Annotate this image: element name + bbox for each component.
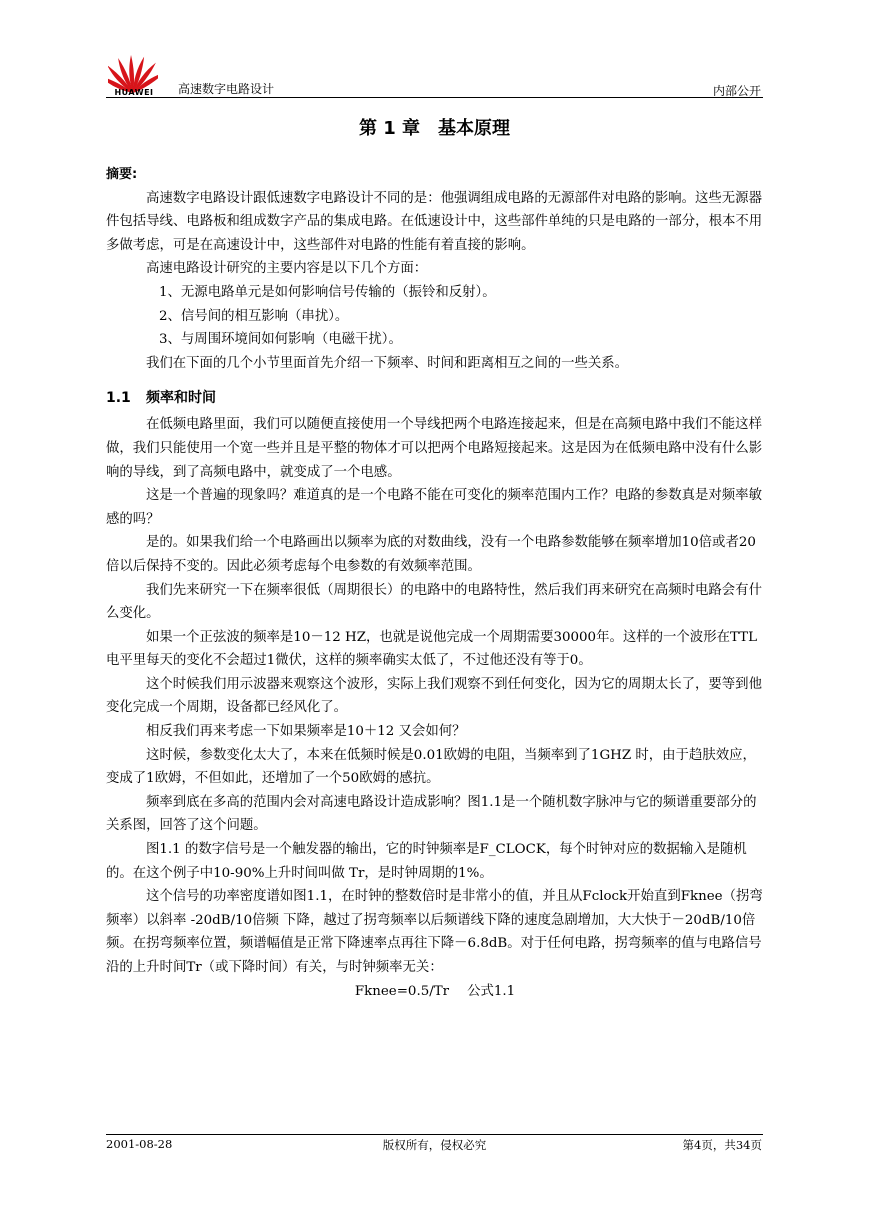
body-paragraph: 频率到底在多高的范围内会对高速电路设计造成影响？图1.1是一个随机数字脉冲与它的频谱重要部分的关系图，回答了这个问题。: [106, 794, 757, 834]
body-paragraph: 这个信号的功率密度谱如图1.1，在时钟的整数倍时是非常小的值，并且从Fclock开始直到Fknee（拐弯频率）以斜率 -20dB/10倍频 下降，越过了拐弯频率以后频谱线下降的速度急剧增加，大大快于－20dB/10倍频。在拐弯频率位置，频谱幅值是正常下降速率点再往下降－6.8dB。对于任何电路，拐弯频率的值与电路信号沿的上升时间Tr（或下降时间）有关，与时钟频率无关：: [106, 889, 763, 975]
abstract-label: 摘要:: [106, 167, 138, 182]
section-number: 1.1: [106, 390, 131, 407]
logo-wordmark: HUAWEI: [114, 88, 154, 97]
footer-page-number: 第4页，共34页: [682, 1138, 762, 1152]
section-title: 频率和时间: [146, 390, 216, 407]
section-heading: [106, 385, 764, 411]
formula-label: 公式1.1: [467, 983, 516, 999]
body-paragraph: 如果一个正弦波的频率是10－12 HZ，也就是说他完成一个周期需要30000年。这样的一个波形在TTL电平里每天的变化不会超过1微伏，这样的频率确实太低了，不过他还没有等于0。: [106, 629, 757, 669]
body-paragraph: 图1.1 的数字信号是一个触发器的输出，它的时钟频率是F_CLOCK，每个时钟对应的数据输入是随机的。在这个例子中10-90%上升时间叫做 Tr，是时钟周期的1%。: [106, 842, 747, 881]
list-item: 3、与周围环境间如何影响（电磁干扰）。: [159, 332, 402, 348]
page-content: [106, 163, 764, 1003]
body-paragraph: 这时候，参数变化太大了，本来在低频时候是0.01欧姆的电阻，当频率到了1GHZ 时，由于趋肤效应，变成了1欧姆，不但如此，还增加了一个50欧姆的感抗。: [106, 747, 756, 787]
body-paragraph: 在低频电路里面，我们可以随便直接使用一个导线把两个电路连接起来，但是在高频电路中我们不能这样做，我们只能使用一个宽一些并且是平整的物体才可以把两个电路短接起来。这是因为在低频电路中没有什么影响的导线，到了高频电路中，就变成了一个电感。: [106, 417, 763, 480]
list-item: 2、信号间的相互影响（串扰）。: [159, 308, 349, 324]
abstract-paragraph: 我们在下面的几个小节里面首先介绍一下频率、时间和距离相互之间的一些关系。: [146, 355, 629, 371]
formula-line: [106, 980, 764, 1004]
footer-copyright: 版权所有，侵权必究: [382, 1138, 487, 1152]
abstract-paragraph: 高速电路设计研究的主要内容是以下几个方面：: [146, 261, 428, 277]
header-doc-title: 高速数字电路设计: [178, 82, 275, 96]
body-paragraph: 我们先来研究一下在频率很低（周期很长）的电路中的电路特性，然后我们再来研究在高频时电路会有什么变化。: [106, 582, 762, 622]
chapter-title: 第 1 章 基本原理: [358, 118, 511, 139]
header-rule: [106, 97, 763, 98]
header-classification: 内部公开: [712, 84, 761, 98]
formula: Fknee=0.5/Tr: [354, 983, 450, 999]
body-paragraph: 这个时候我们用示波器来观察这个波形，实际上我们观察不到任何变化，因为它的周期太长了，要等到他变化完成一个周期，设备都已经风化了。: [106, 676, 762, 716]
list-item: 1、无源电路单元是如何影响信号传输的（振铃和反射）。: [159, 284, 496, 300]
body-paragraph: 这是一个普遍的现象吗？难道真的是一个电路不能在可变化的频率范围内工作？电路的参数真是对频率敏感的吗？: [106, 488, 762, 527]
abstract-paragraph: 高速数字电路设计跟低速数字电路设计不同的是：他强调组成电路的无源部件对电路的影响。这些无源器件包括导线、电路板和组成数字产品的集成电路。在低速设计中，这些部件单纯的只是电路的一部分，根本不用多做考虑，可是在高速设计中，这些部件对电路的性能有着直接的影响。: [106, 190, 763, 253]
footer-date: 2001-08-28: [106, 1137, 173, 1151]
footer-rule: [106, 1134, 763, 1135]
body-paragraph: 是的。如果我们给一个电路画出以频率为底的对数曲线，没有一个电路参数能够在频率增加10倍或者20倍以后保持不变的。因此必须考虑每个电参数的有效频率范围。: [106, 535, 756, 574]
body-paragraph: 相反我们再来考虑一下如果频率是10＋12 又会如何？: [146, 724, 466, 740]
